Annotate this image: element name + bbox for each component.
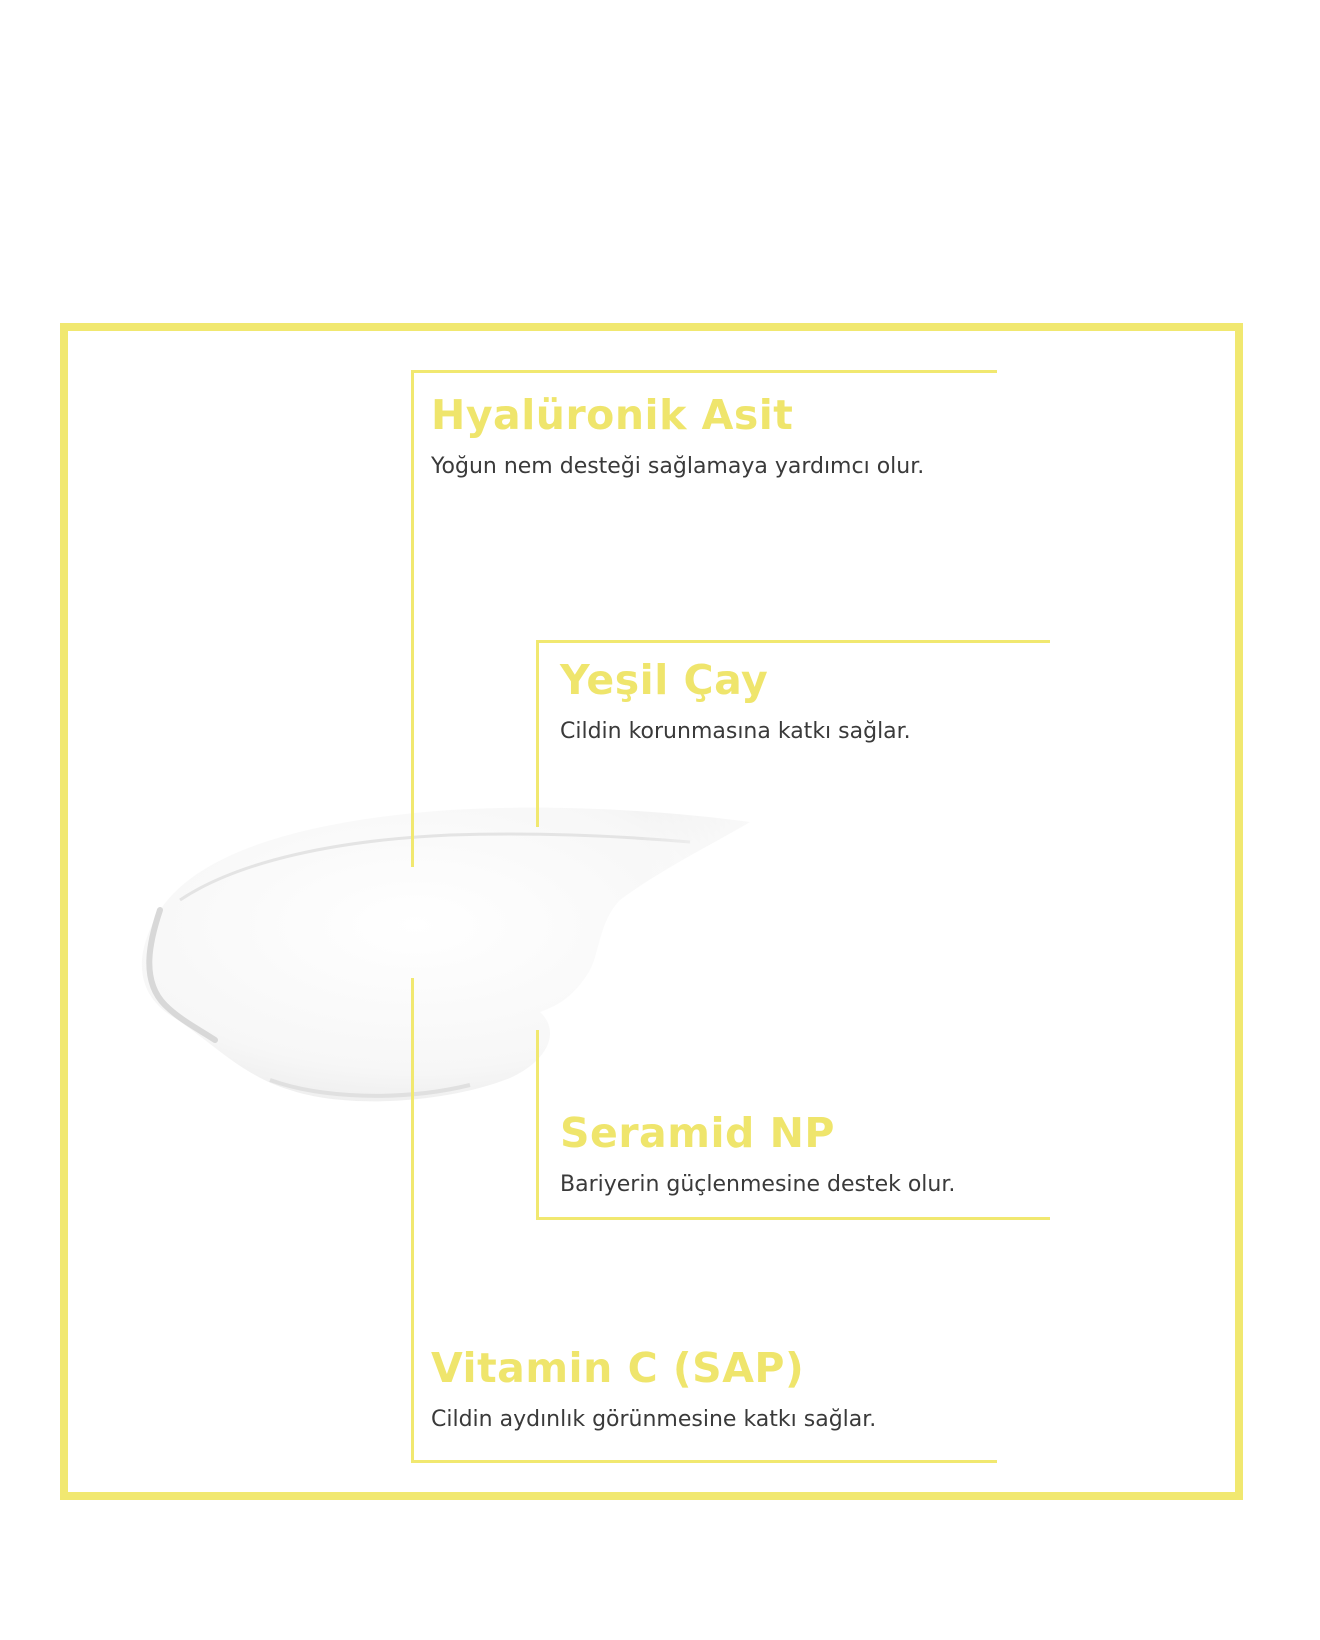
ingredient-title: Seramid NP <box>560 1109 835 1157</box>
ingredient-vitamin-c <box>431 1344 877 1432</box>
ingredient-title: Yeşil Çay <box>560 656 769 704</box>
ingredient-description: Yoğun nem desteği sağlamaya yardımcı olur. <box>431 454 925 479</box>
ingredient-ceramide-np <box>560 1109 956 1197</box>
ingredient-green-tea <box>560 656 911 744</box>
ingredient-title: Vitamin C (SAP) <box>431 1344 805 1392</box>
ingredient-hyaluronic-acid <box>431 391 925 479</box>
ingredient-description: Bariyerin güçlenmesine destek olur. <box>560 1172 956 1197</box>
ingredient-title: Hyalüronik Asit <box>431 391 794 439</box>
ingredient-description: Cildin korunmasına katkı sağlar. <box>560 719 911 744</box>
ingredient-description: Cildin aydınlık görünmesine katkı sağlar. <box>431 1407 877 1432</box>
